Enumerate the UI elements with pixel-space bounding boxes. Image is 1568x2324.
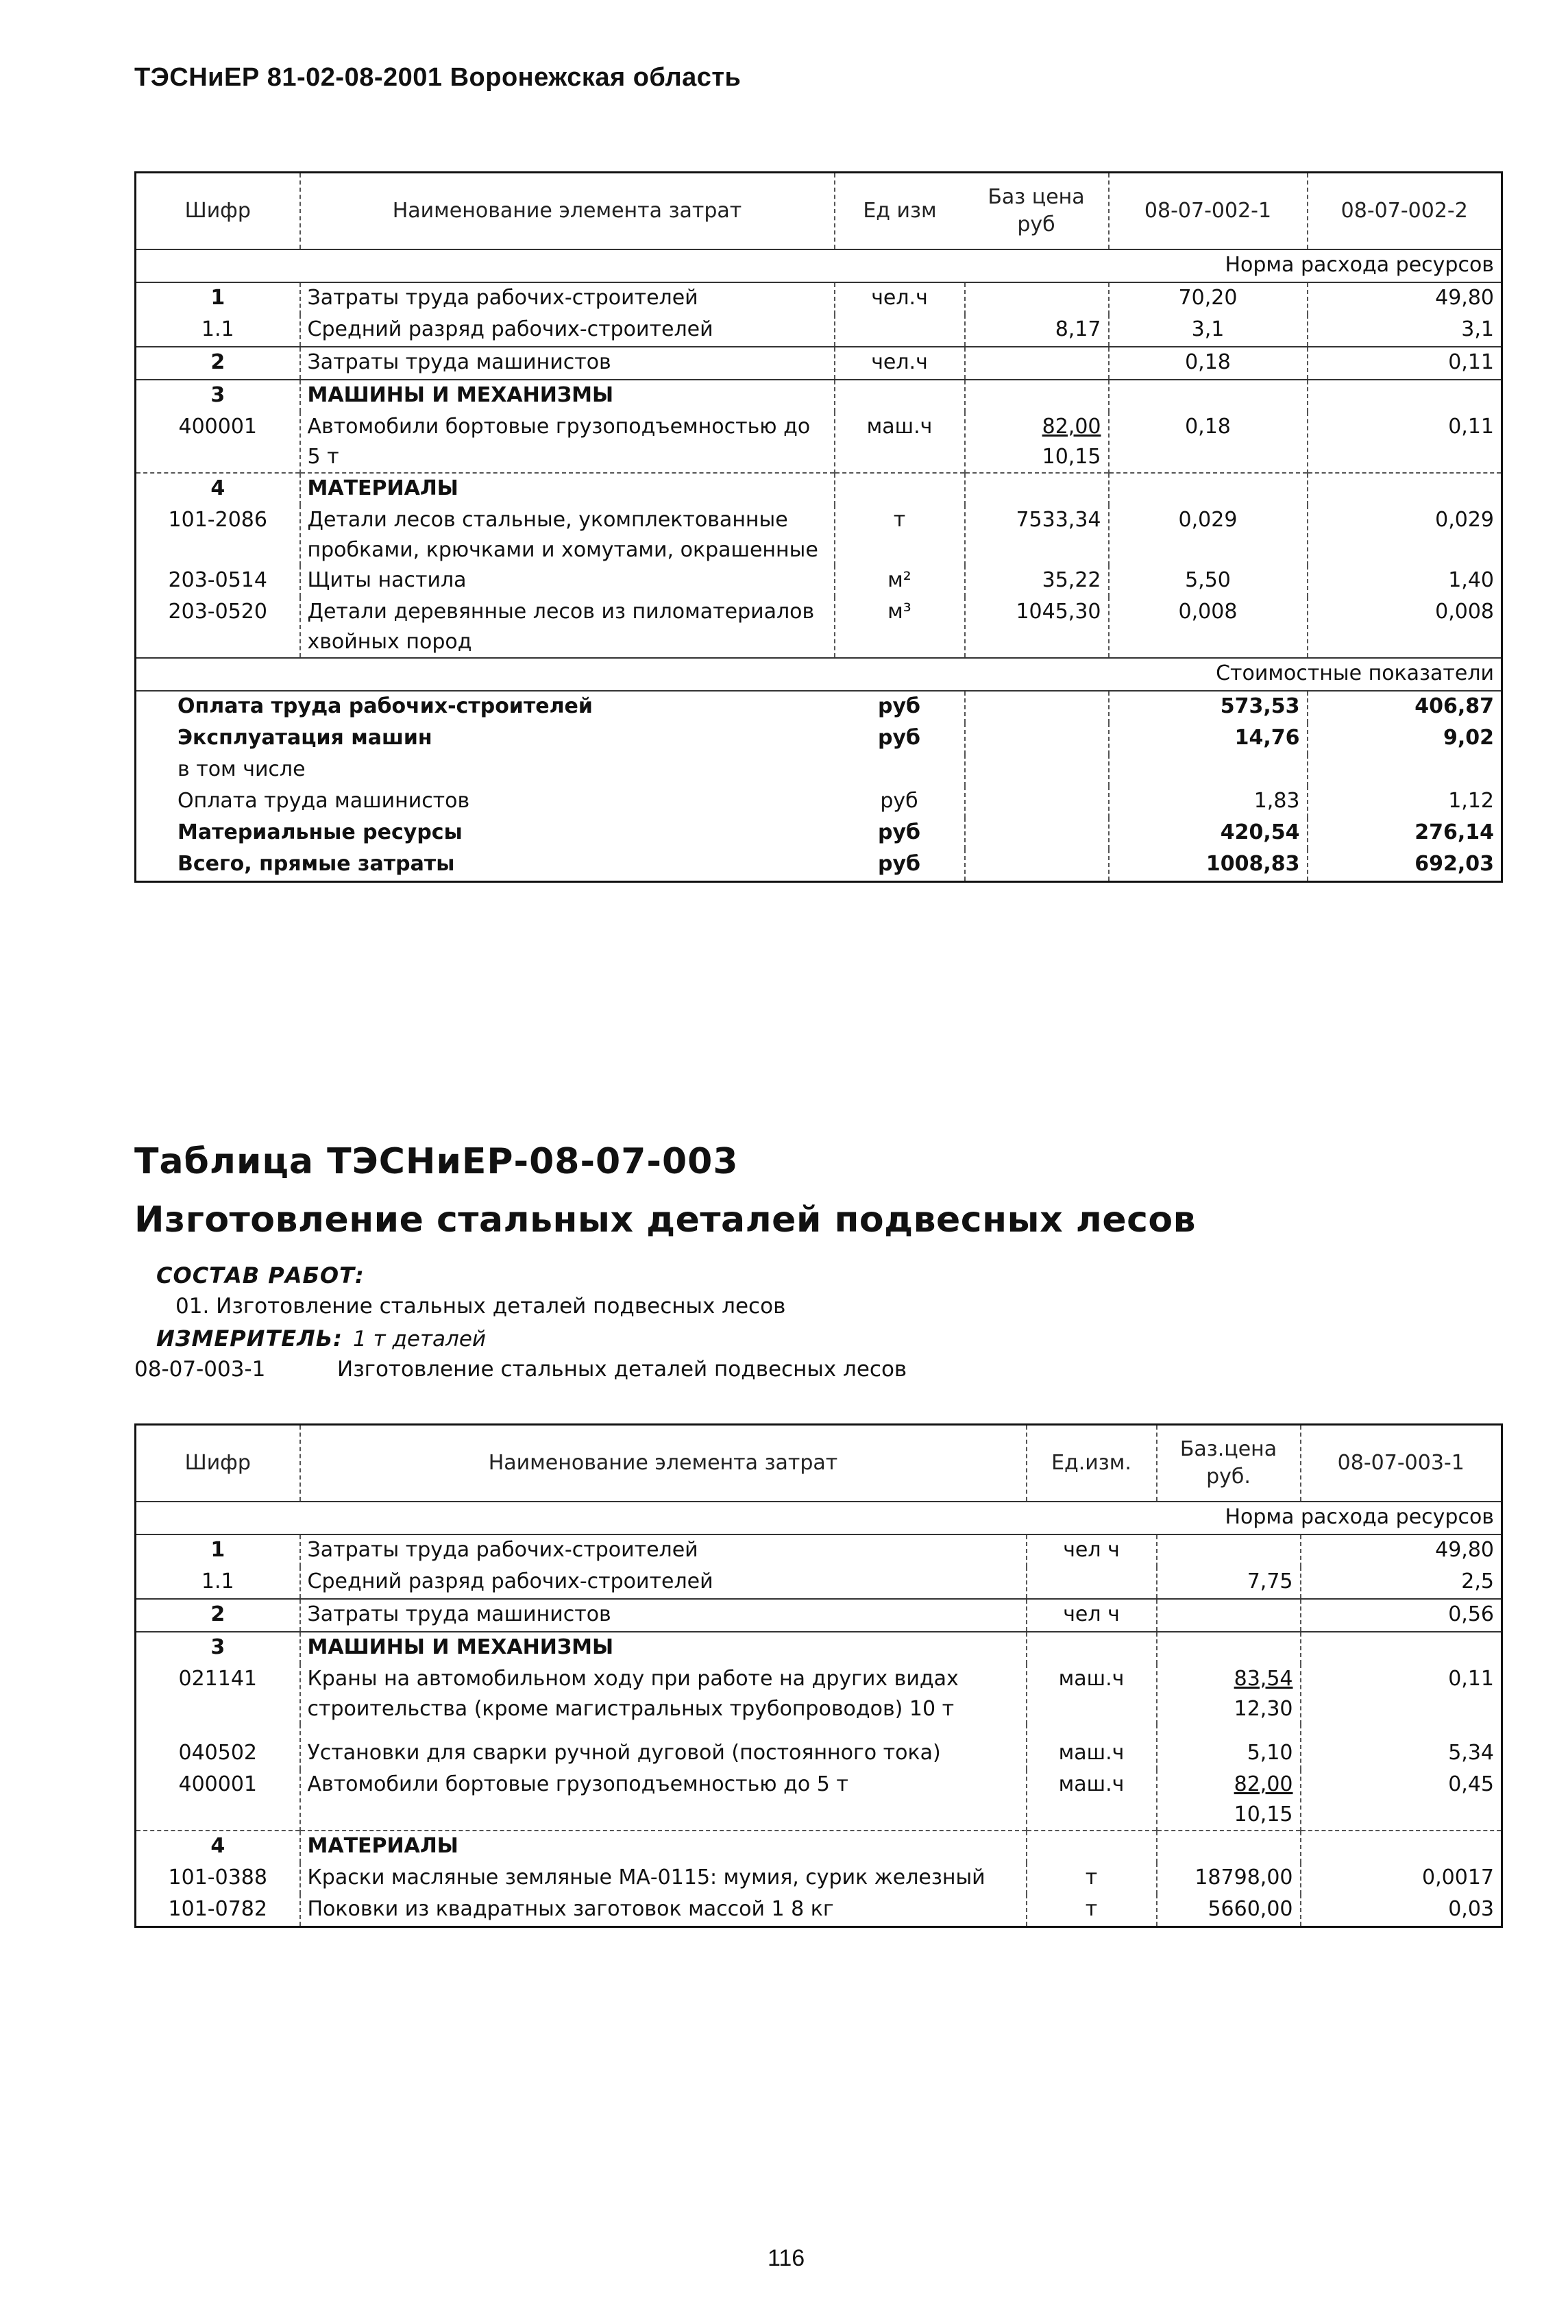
table-row [136,1724,1502,1770]
section-row-materials [136,1831,1502,1863]
row-value-1: 0,0017 [1301,1863,1502,1894]
row-price: 7,75 [1157,1567,1301,1599]
row-name: Детали деревянные лесов из пиломатериалов хвойных пород [300,597,835,658]
row-unit: т [1027,1894,1157,1927]
row-unit: т [835,505,965,565]
price-value: 82,00 [1042,415,1101,439]
code-line-code: 08-07-003-1 [134,1357,266,1382]
meter-label: ИЗМЕРИТЕЛЬ: [156,1325,343,1351]
row-name: Детали лесов стальные, укомплектованные пробками, крючками и хомутами, окрашенные [300,505,835,565]
row-price [965,347,1109,380]
row-unit: маш.ч [1027,1770,1157,1831]
cost-unit: руб [835,691,965,723]
header-col-002-2: 08-07-002-2 [1308,173,1502,250]
cost-value-1 [1109,755,1308,786]
row-name: Автомобили бортовые грузоподъемностью до 5 т [300,412,835,473]
row-code: 1.1 [201,1569,234,1593]
header-code: Шифр [184,199,251,223]
row-unit: маш.ч [1027,1724,1157,1770]
cost-unit: руб [878,726,920,750]
section-row-materials [136,473,1502,505]
row-name: Поковки из квадратных заготовок массой 1 8 кг [300,1894,1027,1927]
section-title: МАШИНЫ И МЕХАНИЗМЫ [300,380,835,412]
row-code: 4 [136,1831,300,1863]
table-row [136,1863,1502,1894]
row-code: 101-2086 [168,508,267,532]
row-price: 7533,34 [965,505,1109,565]
row-code: 4 [136,473,300,505]
table-subtitle: Изготовление стальных деталей подвесных лесов [134,1199,1197,1240]
row-unit [1027,1567,1157,1599]
row-value-1: 0,008 [1109,597,1308,658]
table-header-row [136,1425,1502,1502]
cost-value-2: 692,03 [1308,849,1502,882]
row-value-1: 0,18 [1109,412,1308,473]
resource-table-1 [134,171,1503,883]
price-value: 82,00 [1234,1772,1293,1796]
cost-value-1: 14,76 [1109,723,1308,755]
row-name: Автомобили бортовые грузоподъемностью до 5 т [300,1770,1027,1831]
norm-label: Норма расхода ресурсов [1157,1502,1502,1534]
row-unit: маш.ч [835,412,965,473]
row-name: Щиты настила [300,565,835,597]
header-unit: Ед изм [835,173,965,250]
table-row [136,347,1502,380]
cost-row [136,755,1502,786]
code-line-text: Изготовление стальных деталей подвесных лесов [337,1357,907,1382]
row-price [1157,1534,1301,1567]
row-code: 1 [136,1534,300,1567]
section-title: МАТЕРИАЛЫ [300,1831,1027,1863]
meter-value: 1 т деталей [353,1327,487,1351]
row-value-1: 0,56 [1301,1599,1502,1632]
row-unit [835,315,965,347]
row-code: 101-0782 [168,1897,267,1921]
row-value-1: 49,80 [1301,1534,1502,1567]
row-name: Затраты труда машинистов [300,347,835,380]
price-wage-value: 10,15 [1042,445,1101,469]
row-price [965,412,1109,473]
cost-value-2 [1308,755,1502,786]
header-col-003-1: 08-07-003-1 [1301,1425,1502,1502]
row-name: Установки для сварки ручной дуговой (постоянного тока) [300,1724,1027,1770]
table-row [136,1534,1502,1567]
cost-name: Всего, прямые затраты [177,852,455,876]
price-wage-value: 10,15 [1234,1802,1293,1826]
table-row [136,282,1502,315]
cost-label-row [136,658,1502,691]
row-code: 2 [136,347,300,380]
row-value-1: 2,5 [1301,1567,1502,1599]
cost-unit: руб [878,852,920,876]
cost-value-2: 1,12 [1308,786,1502,818]
table-title: Таблица ТЭСНиЕР-08-07-003 [134,1141,739,1182]
norm-label-row [136,1502,1502,1534]
row-value-2: 3,1 [1308,315,1502,347]
row-price: 8,17 [965,315,1109,347]
row-value-1: 0,45 [1301,1770,1502,1831]
row-code: 203-0520 [168,600,267,624]
page-number: 116 [768,2245,805,2271]
row-value-2: 0,008 [1308,597,1502,658]
row-unit: чел.ч [835,282,965,315]
row-value-1: 0,18 [1109,347,1308,380]
norm-label-row [136,249,1502,282]
cost-unit: руб [880,789,918,813]
row-value-2: 49,80 [1308,282,1502,315]
row-price [965,282,1109,315]
section-row-machines [136,1632,1502,1664]
row-price [1157,1770,1301,1831]
row-code: 101-0388 [168,1866,267,1889]
row-name: Краны на автомобильном ходу при работе на других видах строительства (кроме магистральных трубопроводов) 10 т [300,1664,1027,1724]
row-name: Затраты труда рабочих-строителей [300,1534,1027,1567]
row-value-2: 0,11 [1308,412,1502,473]
cost-value-1: 573,53 [1109,691,1308,723]
header-unit: Ед.изм. [1027,1425,1157,1502]
resource-table-2 [134,1423,1503,1928]
cost-value-1: 1008,83 [1109,849,1308,882]
header-price: Баз.цена руб. [1157,1425,1301,1502]
table-row [136,597,1502,658]
section-title: МАШИНЫ И МЕХАНИЗМЫ [300,1632,1027,1664]
cost-row [136,786,1502,818]
row-price: 18798,00 [1157,1863,1301,1894]
row-value-1: 5,50 [1109,565,1308,597]
cost-name: Оплата труда рабочих-строителей [136,691,835,723]
cost-unit: руб [878,820,920,844]
cost-name: в том числе [177,757,306,781]
cost-unit [835,755,965,786]
header-name: Наименование элемента затрат [300,1425,1027,1502]
row-price: 5660,00 [1157,1894,1301,1927]
row-value-1: 5,34 [1301,1724,1502,1770]
row-name: Затраты труда машинистов [300,1599,1027,1632]
row-value-1: 3,1 [1109,315,1308,347]
row-value-2: 1,40 [1308,565,1502,597]
row-code: 2 [136,1599,300,1632]
row-value-1: 70,20 [1109,282,1308,315]
table-row [136,565,1502,597]
table-row [136,412,1502,473]
cost-value-2: 276,14 [1308,818,1502,849]
table-row [136,505,1502,565]
row-code: 1.1 [201,317,234,341]
row-code: 040502 [178,1741,258,1765]
row-unit: чел ч [1027,1534,1157,1567]
cost-value-2: 9,02 [1308,723,1502,755]
row-price [1157,1664,1301,1724]
row-code: 1 [136,282,300,315]
section-title: МАТЕРИАЛЫ [300,473,835,505]
price-wage-value: 12,30 [1234,1697,1293,1721]
works-item: 01. Изготовление стальных деталей подвесных лесов [175,1294,786,1319]
row-value-2: 0,11 [1308,347,1502,380]
table-row [136,1664,1502,1724]
cost-value-2: 406,87 [1308,691,1502,723]
row-code: 203-0514 [168,568,267,592]
row-value-1: 0,11 [1301,1664,1502,1724]
row-code: 400001 [178,415,258,439]
header-code: Шифр [184,1451,251,1475]
meter-line [156,1325,486,1351]
table-row [136,1770,1502,1831]
cost-row-total [136,849,1502,882]
row-unit: маш.ч [1027,1664,1157,1724]
row-price [1157,1599,1301,1632]
row-price: 35,22 [965,565,1109,597]
table-row [136,315,1502,347]
price-value: 83,54 [1234,1667,1293,1691]
row-name: Средний разряд рабочих-строителей [300,1567,1027,1599]
header-col-002-1: 08-07-002-1 [1109,173,1308,250]
cost-value-1: 1,83 [1109,786,1308,818]
cost-label: Стоимостные показатели [1109,658,1502,691]
document-header: ТЭСНиЕР 81-02-08-2001 Воронежская область [134,63,742,92]
row-code: 400001 [178,1772,258,1796]
row-name: Затраты труда рабочих-строителей [300,282,835,315]
row-price: 1045,30 [965,597,1109,658]
cost-row [136,691,1502,723]
section-row-machines [136,380,1502,412]
row-unit: м³ [835,597,965,658]
table-row [136,1894,1502,1927]
row-name: Краски масляные земляные МА-0115: мумия, сурик железный [300,1863,1027,1894]
row-unit: т [1027,1863,1157,1894]
row-value-1: 0,03 [1301,1894,1502,1927]
cost-value-1: 420,54 [1109,818,1308,849]
row-unit: чел ч [1027,1599,1157,1632]
cost-name: Эксплуатация машин [177,726,432,750]
cost-row [136,818,1502,849]
table-header-row [136,173,1502,250]
norm-label: Норма расхода ресурсов [1109,249,1502,282]
row-unit: м² [835,565,965,597]
row-name: Средний разряд рабочих-строителей [300,315,835,347]
row-value-2: 0,029 [1308,505,1502,565]
header-price: Баз цена руб [988,185,1085,236]
row-price: 5,10 [1157,1724,1301,1770]
row-code: 3 [136,1632,300,1664]
row-value-1: 0,029 [1109,505,1308,565]
row-code: 021141 [178,1667,258,1691]
row-unit: чел.ч [835,347,965,380]
row-code: 3 [136,380,300,412]
table-row [136,1567,1502,1599]
table-row [136,1599,1502,1632]
works-label: СОСТАВ РАБОТ: [156,1262,365,1288]
header-name: Наименование элемента затрат [300,173,835,250]
cost-name: Оплата труда машинистов [177,789,470,813]
cost-row [136,723,1502,755]
cost-name: Материальные ресурсы [177,820,463,844]
